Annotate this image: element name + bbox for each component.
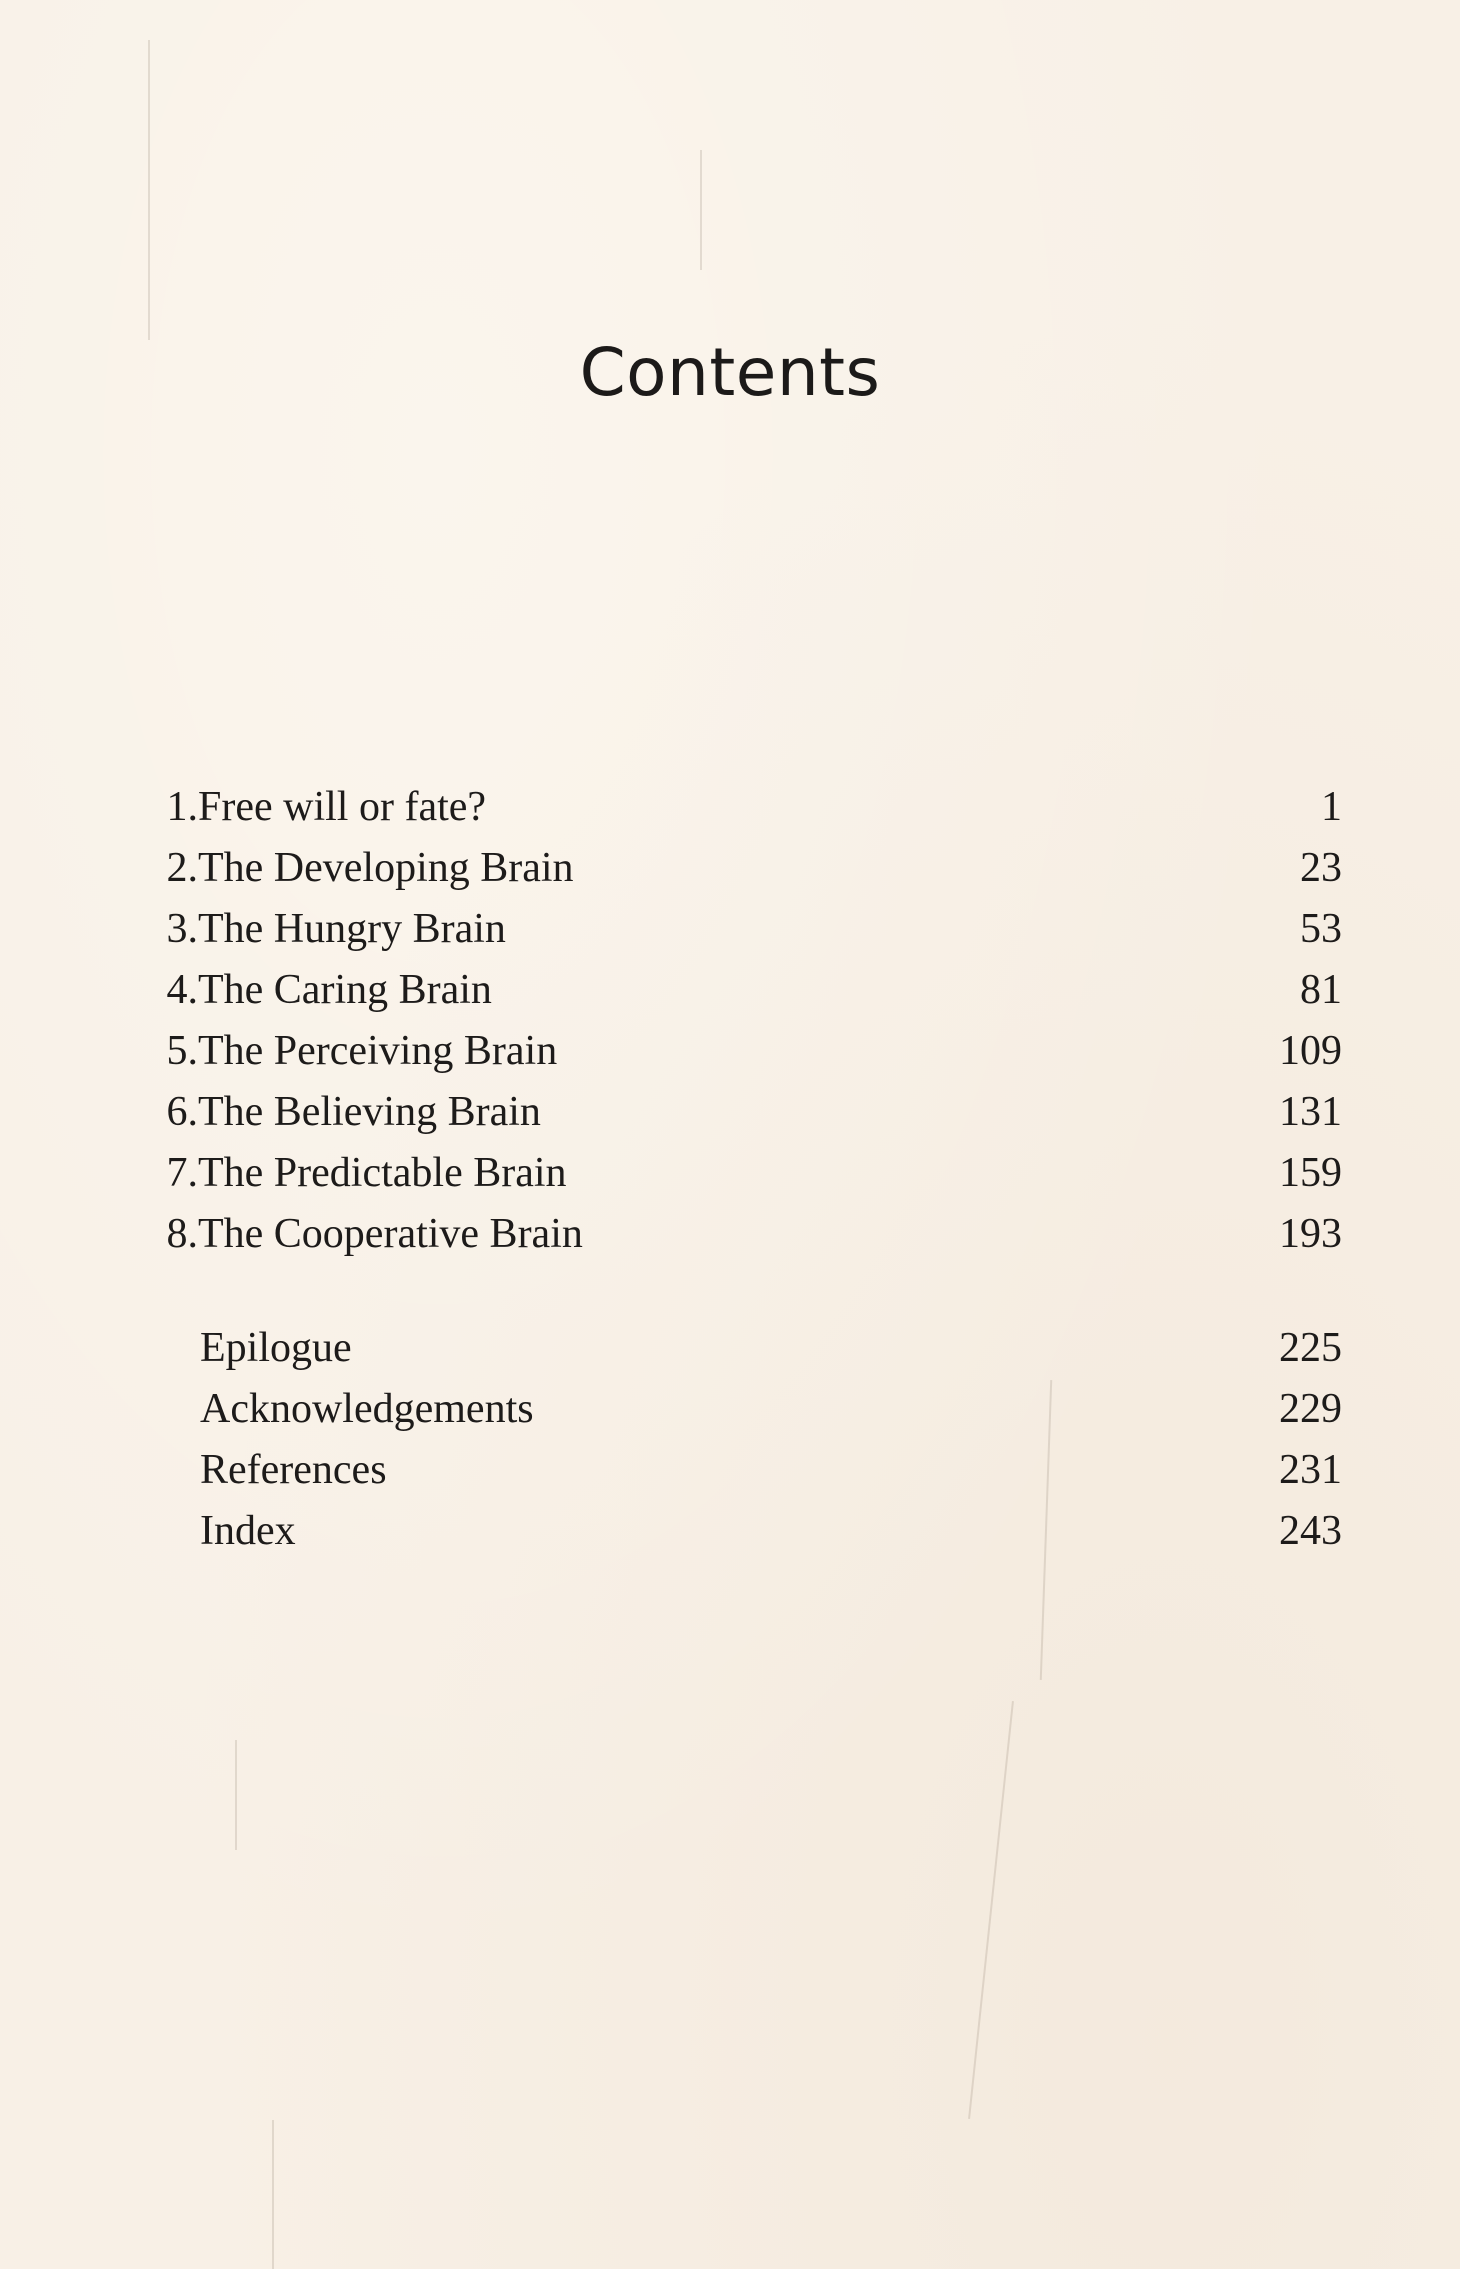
- paper-crease-mark: [148, 40, 150, 340]
- back-matter-title: References: [200, 1447, 387, 1493]
- toc-entry-chapter-4: [0, 966, 1460, 1026]
- chapter-page-number: 193: [1279, 1211, 1342, 1257]
- chapter-number: 3.: [166, 906, 198, 952]
- toc-entry-chapter-2: [0, 844, 1460, 904]
- toc-entry-chapter-3: [0, 905, 1460, 965]
- toc-entry-index: [0, 1507, 1460, 1567]
- toc-entry-chapter-7: [0, 1149, 1460, 1209]
- back-matter-title: Acknowledgements: [200, 1386, 534, 1432]
- chapter-page-number: 23: [1300, 845, 1342, 891]
- page-title: Contents: [579, 334, 881, 411]
- chapter-page-number: 131: [1279, 1089, 1342, 1135]
- chapter-title: The Perceiving Brain: [198, 1028, 558, 1074]
- chapter-title: The Cooperative Brain: [198, 1211, 583, 1257]
- paper-crease-mark: [235, 1740, 237, 1850]
- back-matter-title: Index: [200, 1508, 296, 1554]
- back-matter-page-number: 231: [1279, 1447, 1342, 1493]
- paper-crease-mark: [272, 2120, 274, 2269]
- chapter-number: 5.: [166, 1028, 198, 1074]
- chapter-number: 7.: [166, 1150, 198, 1196]
- chapter-number: 4.: [166, 967, 198, 1013]
- toc-entry-references: [0, 1446, 1460, 1506]
- chapter-page-number: 81: [1300, 967, 1342, 1013]
- chapter-title: The Caring Brain: [198, 967, 492, 1013]
- back-matter-page-number: 225: [1279, 1325, 1342, 1371]
- chapter-number: 1.: [166, 784, 198, 830]
- back-matter-page-number: 229: [1279, 1386, 1342, 1432]
- chapter-title: The Developing Brain: [198, 845, 574, 891]
- toc-entry-chapter-1: [0, 783, 1460, 843]
- chapter-page-number: 159: [1279, 1150, 1342, 1196]
- back-matter-title: Epilogue: [200, 1325, 352, 1371]
- chapter-page-number: 1: [1321, 784, 1342, 830]
- chapter-title: The Believing Brain: [198, 1089, 541, 1135]
- chapter-page-number: 109: [1279, 1028, 1342, 1074]
- toc-entry-chapter-6: [0, 1088, 1460, 1148]
- toc-entry-chapter-8: [0, 1210, 1460, 1270]
- chapter-title: The Hungry Brain: [198, 906, 506, 952]
- toc-entry-acknowledgements: [0, 1385, 1460, 1445]
- chapter-title: The Predictable Brain: [198, 1150, 567, 1196]
- toc-entry-chapter-5: [0, 1027, 1460, 1087]
- chapter-number: 8.: [166, 1211, 198, 1257]
- paper-crease-mark: [700, 150, 702, 270]
- chapter-number: 6.: [166, 1089, 198, 1135]
- toc-entry-epilogue: [0, 1324, 1460, 1384]
- back-matter-page-number: 243: [1279, 1508, 1342, 1554]
- paper-crease-mark: [968, 1701, 1014, 2119]
- chapter-title: Free will or fate?: [198, 784, 487, 830]
- chapter-page-number: 53: [1300, 906, 1342, 952]
- chapter-number: 2.: [166, 845, 198, 891]
